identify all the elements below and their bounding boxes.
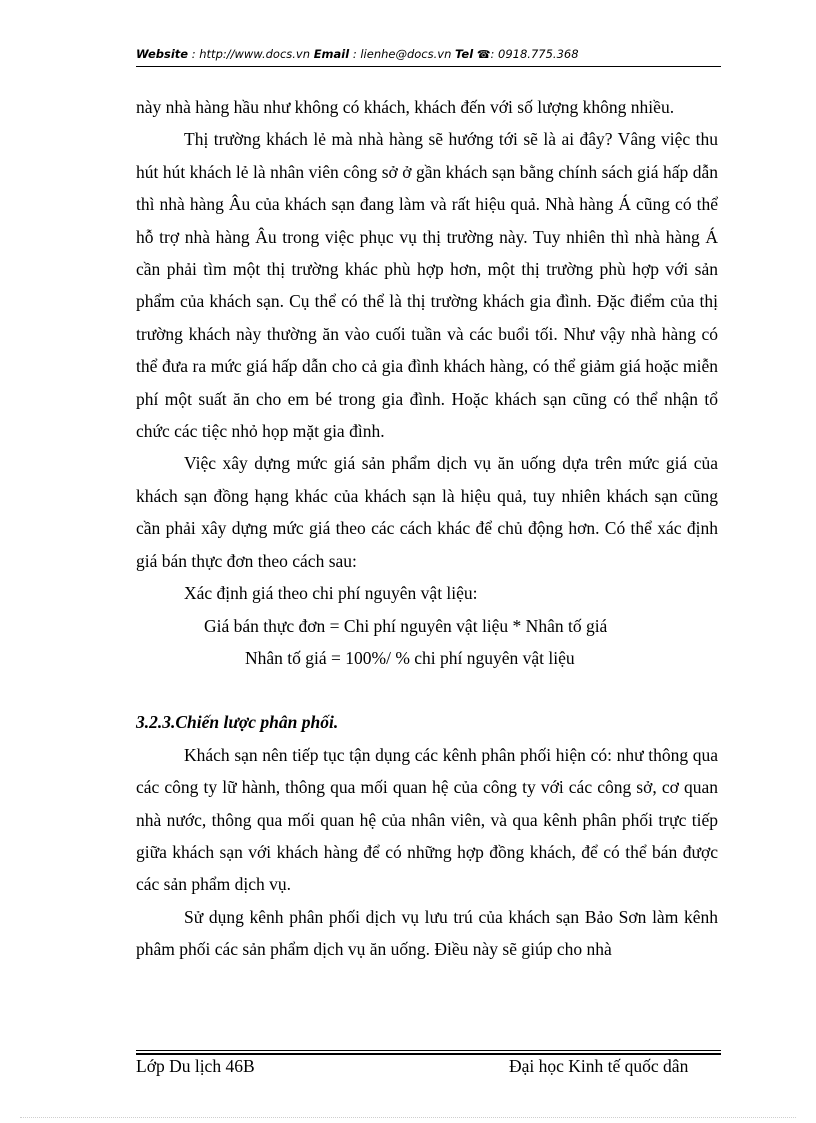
email-label: Email — [313, 47, 350, 61]
footer-class-label: Lớp Du lịch 46B — [136, 1056, 255, 1076]
footer-divider-thin — [136, 1050, 721, 1051]
paragraph-4: Xác định giá theo chi phí nguyên vật liệu: — [184, 583, 478, 604]
page-edge — [20, 1117, 796, 1118]
phone-icon: ☎ — [476, 48, 491, 61]
footer-divider-thick — [136, 1053, 721, 1055]
paragraph-1: này nhà hàng hầu như không có khách, khách đến với số lượng không nhiều. — [136, 97, 675, 117]
document-body — [136, 91, 718, 966]
paragraph-5: Khách sạn nên tiếp tục tận dụng các kênh phân phối hiện có: như thông qua các công ty lữ hành, thông qua mối quan hệ của công ty với các công sở, cơ quan nhà nước, thông qua mối quan hệ của nhân viên, và qua kênh phân phối trực tiếp giữa khách sạn với khách hàng để có những hợp đồng khách, để có thể bán được các sản phẩm dịch vụ. — [136, 744, 718, 895]
header-divider — [136, 66, 721, 67]
tel-value: : 0918.775.368 — [490, 47, 579, 61]
page-header — [136, 47, 721, 61]
formula-price-factor: Nhân tố giá = 100%/ % chi phí nguyên vật liệu — [245, 647, 575, 668]
tel-label: Tel — [455, 47, 474, 61]
paragraph-2: Thị trường khách lẻ mà nhà hàng sẽ hướng tới sẽ là ai đây? Vâng việc thu hút hút khách lẻ là nhân viên công sở ở gần khách sạn bằng chính sách giá hấp dẫn thì nhà hàng Âu của khách sạn đang làm và rất hiệu quả. Nhà hàng Á cũng có thể hỗ trợ nhà hàng Âu trong việc phục vụ thị trường này. Tuy nhiên thì nhà hàng Á cần phải tìm một thị trường khác phù hợp hơn, một thị trường phù hợp với sản phẩm của khách sạn. Cụ thể có thể là thị trường khách gia đình. Đặc điểm của thị trường khách này thường ăn vào cuối tuần và các buổi tối. Như vậy nhà hàng có thể đưa ra mức giá hấp dẫn cho cả gia đình khách hàng, có thể giảm giá hoặc miễn phí một suất ăn cho em bé trong gia đình. Hoặc khách sạn cũng có thể nhận tổ chức các tiệc nhỏ họp mặt gia đình. — [136, 129, 718, 442]
section-heading: 3.2.3.Chiến lược phân phối. — [136, 712, 339, 733]
footer-university-label: Đại học Kinh tế quốc dân — [509, 1056, 689, 1076]
website-label: Website — [136, 47, 189, 61]
paragraph-6: Sử dụng kênh phân phối dịch vụ lưu trú của khách sạn Bảo Sơn làm kênh phâm phối các sản phẩm dịch vụ ăn uống. Điều này sẽ giúp cho nhà — [136, 906, 718, 960]
website-value: : http://www.docs.vn — [191, 47, 311, 61]
formula-selling-price: Giá bán thực đơn = Chi phí nguyên vật liệu * Nhân tố giá — [204, 615, 608, 636]
paragraph-3: Việc xây dựng mức giá sản phẩm dịch vụ ăn uống dựa trên mức giá của khách sạn đồng hạng khác của khách sạn là hiệu quả, tuy nhiên khách sạn cũng cần phải xây dựng mức giá theo các cách khác để chủ động hơn. Có thể xác định giá bán thực đơn theo cách sau: — [136, 453, 718, 571]
email-value: : lienhe@docs.vn — [352, 47, 452, 61]
